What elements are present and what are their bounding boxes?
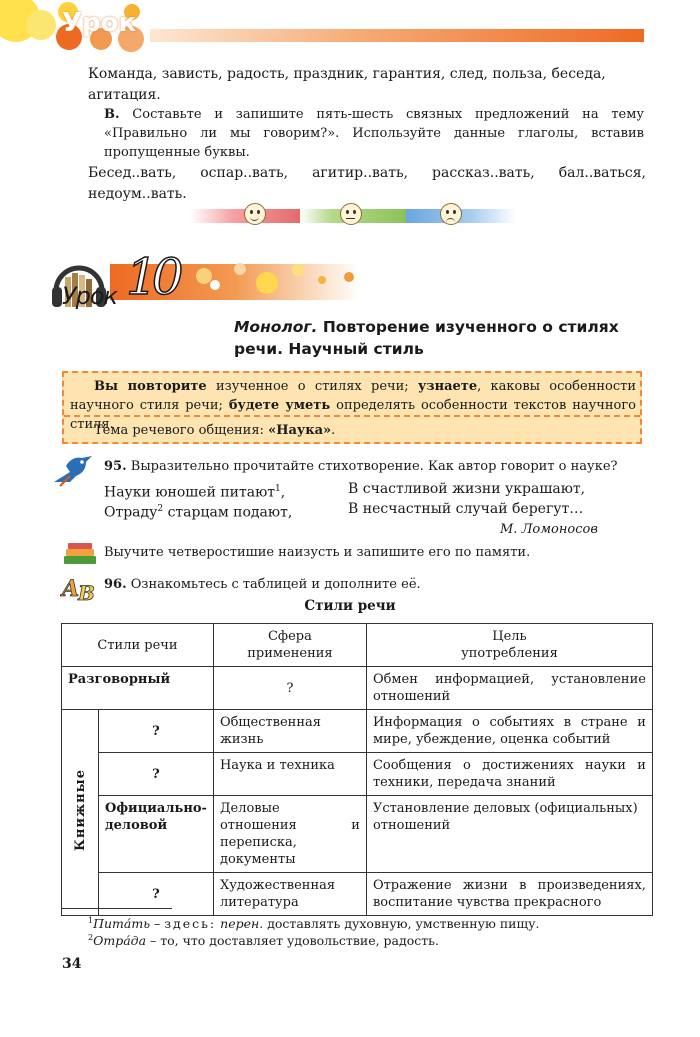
poem-author: М. Ломоносов	[500, 522, 598, 537]
footnote-2	[88, 929, 439, 950]
cell-goal: Информация о событиях в стране и мире, убеждение, оценка событий	[366, 710, 652, 753]
cell-goal: Сообщения о достижениях науки и техники, передача знаний	[366, 753, 652, 796]
footnote-divider	[62, 908, 172, 909]
topic-value: «Наука»	[268, 423, 332, 438]
table-row	[62, 873, 653, 916]
poem-text: Науки юношей питают	[104, 484, 276, 501]
poem-text: старцам подают,	[163, 504, 293, 521]
task-b	[104, 105, 644, 162]
ex95-number: 95.	[104, 459, 127, 474]
verb-list: Бесед..вать, оспар..вать, агитир..вать, рассказ..вать, бал..ваться, недоум..вать.	[88, 165, 646, 202]
table-row	[62, 667, 653, 710]
poem-line-2a	[104, 499, 292, 524]
cell-sphere: ?	[213, 667, 366, 710]
lesson-title-rest: Повторение изученного о стилях речи. Научный стиль	[234, 318, 619, 358]
topic-line	[94, 421, 335, 440]
footnote-1-word: Пита́ть	[93, 916, 151, 932]
footnote-1-text: доставлять духовную, умственную пищу.	[267, 916, 540, 932]
repeat-label: Вы повторите	[94, 379, 207, 394]
cell-sphere: Художественная литература	[213, 873, 366, 916]
learn-text: , каковы особенности научного стиля речи;	[70, 379, 636, 413]
books-icon	[62, 540, 98, 566]
bird-icon	[52, 452, 96, 488]
header-style: Стили речи	[62, 624, 214, 667]
table-title: Стили речи	[304, 598, 396, 614]
ex96-text: Ознакомьтесь с таблицей и дополните её.	[130, 577, 421, 592]
cell-sphere: Общественная жизнь	[213, 710, 366, 753]
cell-style: ?	[99, 873, 214, 916]
ex95-task	[104, 457, 618, 476]
cell-style-official: Официально-деловой	[99, 796, 214, 873]
cell-style-colloquial: Разговорный	[62, 667, 214, 710]
poem-line-2b: В несчастный случай берегут…	[348, 501, 584, 517]
memorize-task: Выучите четверостишие наизусть и запишите его по памяти.	[104, 545, 531, 560]
lesson-number: 10	[126, 248, 178, 306]
styles-table	[61, 623, 653, 916]
ex95-text: Выразительно прочитайте стихотворение. Как автор говорит о науке?	[130, 459, 618, 474]
word-list: Команда, зависть, радость, праздник, гарантия, след, польза, беседа, агитация.	[88, 66, 606, 103]
cell-goal: Установление деловых (официальных) отношений	[366, 796, 652, 873]
footnote-2-mark: 2	[88, 933, 94, 942]
table-header-row	[62, 624, 653, 667]
learn-label: узнаете	[417, 379, 478, 394]
page-number: 34	[62, 956, 82, 972]
cell-goal: Обмен информацией, установление отношений	[366, 667, 652, 710]
lesson-label: Урок	[62, 282, 118, 310]
poem-text: Отраду	[104, 504, 158, 521]
header-title: Урок	[62, 8, 137, 38]
task-b-label: В.	[104, 107, 120, 122]
svg-text:A: A	[62, 576, 80, 602]
repeat-text: изученное о стилях речи;	[215, 379, 409, 394]
footnote-1-here: здесь:	[164, 916, 217, 932]
ex96-task	[104, 575, 421, 594]
poem-line-1b: В счастливой жизни украшают,	[348, 481, 586, 497]
cell-style: ?	[99, 753, 214, 796]
able-label: будете уметь	[228, 398, 331, 413]
lesson-title	[234, 316, 654, 360]
svg-text:B: B	[78, 581, 95, 604]
ex96-number: 96.	[104, 577, 127, 592]
cell-goal: Отражение жизни в произведениях, воспитание чувства прекрасного	[366, 873, 652, 916]
bookish-label-cell	[62, 710, 99, 916]
cell-sphere: Деловые отношения и переписка, документы	[213, 796, 366, 873]
able-text: определять особенности текстов научного стиля.	[70, 398, 637, 432]
footnote-2-text: – то, что доставляет удовольствие, радость.	[146, 933, 439, 949]
topic-end: .	[331, 423, 336, 438]
header-goal: Цель употребления	[366, 624, 652, 667]
footnote-ref-1[interactable]: 1	[275, 484, 281, 494]
header-sphere: Сфера применения	[213, 624, 366, 667]
smiley-happy-icon	[244, 203, 266, 225]
footnote-1-mark: 1	[88, 916, 94, 925]
smiley-neutral-icon	[340, 203, 362, 225]
footnote-2-word: Отра́да	[93, 933, 147, 949]
footnote-ref-2[interactable]: 2	[157, 504, 164, 514]
lesson-title-italic: Монолог.	[234, 318, 318, 336]
smiley-sad-icon	[440, 203, 462, 225]
table-row	[62, 796, 653, 873]
footnote-1-dash: –	[150, 916, 165, 932]
poem-punct: ,	[280, 484, 286, 501]
topic-label: Тема речевого общения:	[94, 423, 264, 438]
header-bar	[150, 29, 644, 42]
table-row	[62, 710, 653, 753]
task-b-text: Составьте и запишите пять-шесть связных предложений на тему «Правильно ли мы говорим?». Используйте данные глаголы, вставив пропущенные буквы.	[104, 107, 644, 160]
footnote-1-fig: перен.	[220, 916, 264, 932]
cell-sphere: Наука и техника	[213, 753, 366, 796]
cell-style: ?	[99, 710, 214, 753]
table-row	[62, 753, 653, 796]
bookish-label: Книжные	[72, 769, 88, 851]
